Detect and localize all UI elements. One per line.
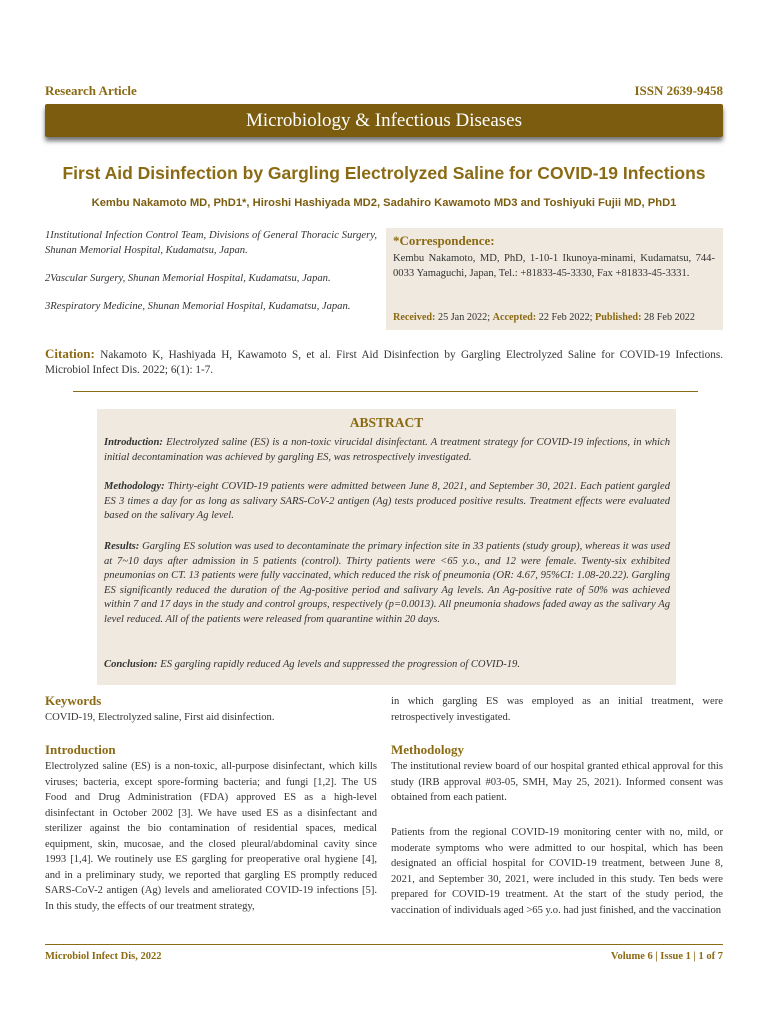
abstract-box <box>97 409 676 685</box>
affiliation-3: 3Respiratory Medicine, Shunan Memorial Hospital, Kudamatsu, Japan. <box>45 301 351 312</box>
introduction-text: Electrolyzed saline (ES) is a non-toxic, all-purpose disinfectant, which kills viruses; bacteria, except spore-forming bacteria; and fungi [1,2]. The US Food and Drug Administration (FDA) approved ES as a high-level disinfectant in October 2002 [3]. We have used ES as a disinfectant and sterilizer against the bio contamination of residential spaces, medical equipment, skin, mucosae, and the closed pleural/abdominal cavity since 1993 [1,4]. We routinely use ES gargling for preoperative oral hygiene [4], and in a preliminary study, we reported that gargling ES promptly reduced SARS-CoV-2 antigen (Ag) levels and ameliorated COVID-19 infections [5]. In this study, the effects of our treatment strategy, <box>45 761 377 912</box>
citation-label: Citation: <box>45 346 95 361</box>
published-date: 28 Feb 2022 <box>644 312 695 323</box>
correspondence-heading: *Correspondence: <box>393 233 495 248</box>
abstract-results-label: Results: <box>104 541 140 552</box>
abstract-results <box>104 540 670 627</box>
introduction-heading: Introduction <box>45 742 116 757</box>
correspondence-box <box>386 228 723 330</box>
received-date: 25 Jan 2022; <box>437 312 491 323</box>
footer-rule <box>45 944 723 945</box>
accepted-date: 22 Feb 2022; <box>538 312 593 323</box>
journal-banner: Microbiology & Infectious Diseases <box>45 104 723 137</box>
header-bar <box>45 83 723 99</box>
footer-volume: Volume 6 | Issue 1 | 1 of 7 <box>610 951 723 962</box>
abstract-conclusion <box>104 658 670 673</box>
article-type: Research Article <box>45 83 137 98</box>
abstract-methodology <box>104 480 670 524</box>
abstract-results-text: Gargling ES solution was used to decontaminate the primary infection site in 33 patients (study group), whereas it was used at 7~10 days after admission in 5 patients (control). Thirty patients were <65 y.o., and 12 were female. Twenty-six exhibited pneumonias on CT. 13 patients were fully vaccinated, which reduced the risk of pneumonia (OR: 4.67, 95%CI: 1.08-20.22). Gargling ES significantly reduced the duration of the Ag-positive period and salivary Ag levels. An Ag-positive rate of 50% was achieved within 7 and 17 days in the study and control groups, respectively (p=0.0013). All pneumonia shadows faded away as the salivary Ag level reduced. All of the patients were released from quarantine within 20 days. <box>104 541 670 625</box>
keywords-text: COVID-19, Electrolyzed saline, First aid disinfection. <box>45 712 275 723</box>
abstract-introduction <box>104 436 670 465</box>
abstract-methodology-text: Thirty-eight COVID-19 patients were admitted between June 8, 2021, and September 30, 2021. Each patient gargled ES 3 times a day for as long as salivary SARS-CoV-2 antigen (Ag) tests produced positive results. Treatment effects were evaluated based on the salivary Ag level. <box>104 481 670 521</box>
methodology-heading: Methodology <box>391 742 464 757</box>
issn: ISSN 2639-9458 <box>634 83 723 98</box>
article-title: First Aid Disinfection by Gargling Electrolyzed Saline for COVID-19 Infections <box>62 163 706 183</box>
citation-text: Nakamoto K, Hashiyada H, Kawamoto S, et al. First Aid Disinfection by Gargling Electrolyzed Saline for COVID-19 Infections. Microbiol Infect Dis. 2022; 6(1): 1-7. <box>45 349 723 376</box>
methodology-paragraph-1: The institutional review board of our hospital granted ethical approval for this study (IRB approval #03-05, SMH, May 25, 2021). Informed consent was obtained from each patient. <box>391 761 723 803</box>
footer-journal: Microbiol Infect Dis, 2022 <box>45 951 162 962</box>
received-label: Received: <box>393 312 436 323</box>
abstract-introduction-label: Introduction: <box>104 437 163 448</box>
affiliation-1: 1Institutional Infection Control Team, Divisions of General Thoracic Surgery, Shunan Memorial Hospital, Kudamatsu, Japan. <box>45 230 377 256</box>
correspondence-text: Kembu Nakamoto, MD, PhD, 1-10-1 Ikunoya-minami, Kudamatsu, 744-0033 Yamaguchi, Japan, Tel.: +81833-45-3330, Fax +81833-45-3331. <box>393 253 715 279</box>
abstract-conclusion-label: Conclusion: <box>104 659 158 670</box>
introduction-continuation: in which gargling ES was employed as an initial treatment, were retrospectively investigated. <box>391 696 723 723</box>
accepted-label: Accepted: <box>492 312 537 323</box>
abstract-conclusion-text: ES gargling rapidly reduced Ag levels and suppressed the progression of COVID-19. <box>160 659 520 670</box>
abstract-introduction-text: Electrolyzed saline (ES) is a non-toxic virucidal disinfectant. A treatment strategy for COVID-19 infections, in which initial decontamination was achieved by gargling ES, was retrospectively investigated. <box>104 437 671 463</box>
footer <box>45 951 723 962</box>
affiliation-2: 2Vascular Surgery, Shunan Memorial Hospital, Kudamatsu, Japan. <box>45 273 331 284</box>
keywords-heading: Keywords <box>45 693 102 708</box>
author-list: Kembu Nakamoto MD, PhD1*, Hiroshi Hashiyada MD2, Sadahiro Kawamoto MD3 and Toshiyuki Fujii MD, PhD1 <box>91 197 677 209</box>
divider <box>73 391 698 392</box>
abstract-methodology-label: Methodology: <box>104 481 165 492</box>
methodology-paragraph-2: Patients from the regional COVID-19 monitoring center with no, mild, or moderate symptoms who were admitted to our hospital, which has been designated an official hospital for COVID-19 treatment, between June 8, 2021, and September 30, 2021, were included in this study. Ten beds were prepared for COVID-19 treatment. At the start of the study period, the vaccination of individuals aged >65 y.o. had just finished, and the vaccination <box>391 827 723 916</box>
article-dates <box>393 312 719 323</box>
published-label: Published: <box>595 312 642 323</box>
citation <box>45 346 723 378</box>
abstract-heading: ABSTRACT <box>349 415 424 430</box>
